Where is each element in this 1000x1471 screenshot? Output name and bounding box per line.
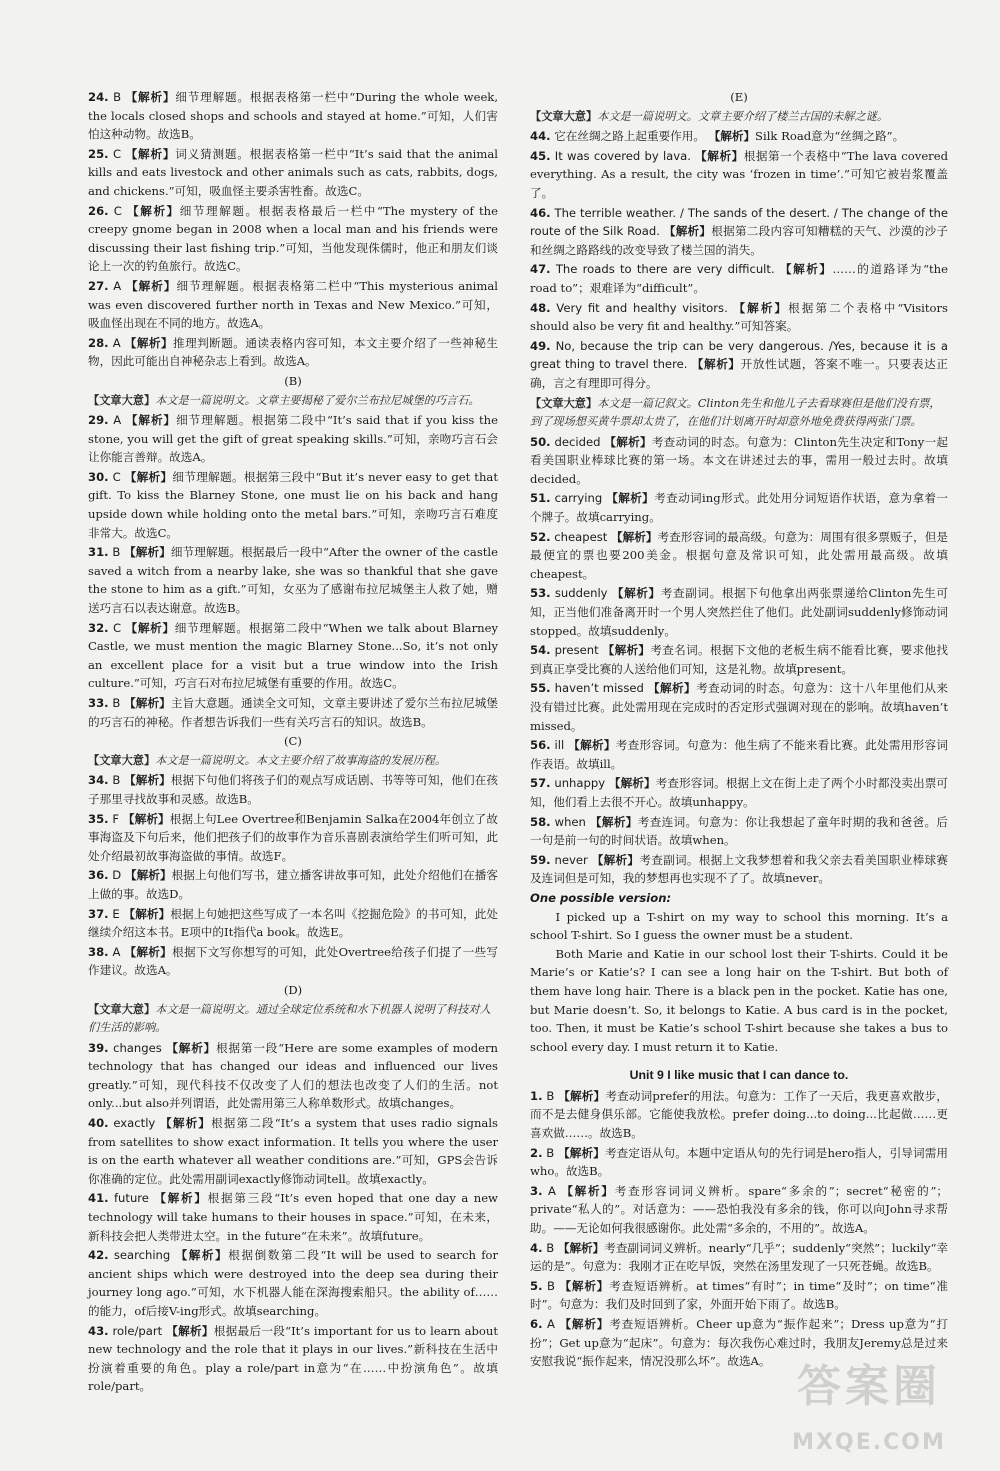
explanation-text: 根据下句他们将孩子们的观点写成话剧、书等等可知，他们在孩子那里寻找故事和灵感。故选B。 — [88, 773, 498, 806]
answer-value: haven’t missed — [554, 681, 644, 696]
summary-text: 本文是一篇说明文。文章主要揭秘了爱尔兰布拉尼城堡的巧言石。 — [155, 393, 480, 407]
question-number: 57. — [530, 776, 551, 791]
answer-entry — [88, 88, 498, 144]
explanation-text: 细节理解题。根据第二段中“When we talk about Blarney Castle, we must mention the magic Blarney Stone...So, it’s not only an excellent place for a visit but a true window into the Irish culture.”可知，巧言石对布拉尼城堡有重要的作用。故选C。 — [88, 620, 498, 691]
passage-summary — [530, 107, 948, 127]
explanation-text: 根据第一段“Here are some examples of modern technology that has changed our ideas and influenced our lives greatly.”可知，现代科技不仅改变了人们的想法也改变了人们的生活。not only...but also并列谓语，此处需用第三人称单数形式。故填changes。 — [88, 1040, 499, 1111]
answer-value: C — [112, 620, 122, 635]
answer-entry — [88, 1246, 498, 1320]
answer-value: B — [546, 1145, 555, 1160]
answer-entry — [530, 433, 948, 489]
question-number: 29. — [88, 413, 109, 428]
passage-summary — [88, 391, 498, 411]
answer-value: The terrible weather. / The sands of the desert. / The change of the route of the Silk Road. — [530, 205, 948, 239]
analysis-tag: 【解析】 — [611, 586, 661, 601]
analysis-tag: 【解析】 — [122, 811, 170, 826]
answer-entry — [530, 1087, 948, 1143]
answer-entry — [88, 411, 498, 467]
explanation-text: 根据上句他们写书，建立播客讲故事可知，此处介绍他们在播客上做的事。故选D。 — [88, 868, 498, 901]
question-number: 24. — [88, 90, 109, 104]
answer-value: 它在丝绸之路上起重要作用。 — [554, 129, 705, 144]
explanation-text: 开放性试题，答案不唯一。只要表达正确，言之有理即可得分。 — [530, 357, 948, 390]
answer-value: decided — [554, 434, 601, 449]
explanation-text: Silk Road意为“丝绸之路”。 — [755, 129, 905, 144]
analysis-tag: 【解析】 — [691, 357, 741, 372]
explanation-text: 考查动词的时态。句意为：Clinton先生决定和Tony一起看美国职业棒球比赛的第一场。本文在讲述过去的事，需用一般过去时。故填decided。 — [530, 434, 948, 486]
sample-essay — [530, 908, 948, 1057]
left-column — [88, 88, 498, 1397]
summary-text: 本文是一篇说明文。通过全球定位系统和水下机器人说明了科技对人们生活的影响。 — [88, 1002, 491, 1035]
analysis-tag: 【解析】 — [611, 529, 658, 544]
answer-value: A — [547, 1317, 555, 1331]
answer-entry — [88, 202, 498, 276]
answer-entry — [530, 127, 948, 146]
answer-value: A — [112, 944, 121, 959]
question-number: 51. — [530, 491, 551, 506]
answer-value: present — [554, 643, 599, 658]
explanation-text: 根据下文写你想写的可知，此处Overtree给孩子们提了一些写作建议。故选A。 — [88, 944, 499, 978]
summary-text: 本文是一篇说明文。本文主要介绍了故事海盗的发展历程。 — [155, 753, 447, 767]
explanation-text: 考查动词prefer的用法。句意为：工作了一天后，我更喜欢散步，而不是去健身俱乐部。它能使我放松。prefer doing...to doing...比起做……更喜欢做……。故选B。 — [530, 1088, 948, 1141]
answer-value: cheapest — [554, 529, 608, 544]
section-heading: (D) — [283, 982, 303, 997]
explanation-text: 根据第三段“It’s even hoped that one day a new technology will take humans to their houses in space.”可知，在未来，新科技会把人类带进太空。in the future“在未来”。故填future。 — [88, 1191, 498, 1243]
question-number: 52. — [530, 529, 551, 544]
analysis-tag: 【解析】 — [166, 1040, 217, 1055]
explanation-text: 根据第一个表格中“The lava covered everything. As a result, the city was ‘frozen in time’.”可知它被岩浆覆盖了。 — [530, 148, 949, 200]
analysis-tag: 【解析】 — [125, 620, 175, 635]
analysis-tag: 【解析】 — [160, 1116, 212, 1131]
explanation-text: 考查动词的时态。句意为：这十八年里他们从来没有错过比赛。此处需用现在完成时的否定形式强调对现在的影响。故填haven’t missed。 — [530, 681, 948, 733]
answer-value: A — [113, 278, 122, 293]
answer-entry — [88, 1039, 498, 1113]
right-column — [530, 88, 948, 1372]
answer-entry — [88, 1189, 498, 1245]
answer-entry — [530, 528, 948, 584]
answer-entry — [530, 1182, 948, 1238]
analysis-tag: 【解析】 — [125, 278, 177, 293]
analysis-tag: 【解析】 — [779, 262, 833, 277]
explanation-text: 考查副词。根据上文我梦想着和我父亲去看美国职业棒球赛及连词但是可知，我的梦想再也实现不了了。故填never。 — [530, 852, 948, 886]
question-number: 3. — [530, 1183, 543, 1198]
answer-value: It was covered by lava. — [554, 148, 691, 163]
summary-tag: 【文章大意】 — [530, 108, 598, 123]
answer-entry — [88, 277, 498, 333]
analysis-tag: 【解析】 — [125, 413, 177, 428]
answer-value: C — [112, 469, 121, 484]
question-number: 1. — [530, 1088, 543, 1103]
answer-value: C — [113, 203, 122, 218]
question-number: 5. — [530, 1278, 543, 1293]
question-number: 41. — [88, 1191, 109, 1206]
answer-value: B — [546, 1088, 555, 1103]
answer-entry — [88, 334, 498, 371]
analysis-tag: 【解析】 — [695, 148, 744, 163]
question-number: 4. — [530, 1240, 543, 1255]
answer-value: The roads to there are very difficult. — [555, 262, 775, 277]
answer-entry — [530, 299, 948, 336]
analysis-tag: 【解析】 — [124, 773, 171, 788]
answer-value: when — [554, 814, 586, 829]
answer-value: A — [112, 335, 121, 350]
answer-value: B — [113, 90, 122, 104]
answer-entry — [530, 1144, 948, 1181]
explanation-text: 考查名词。根据下文他的老板生病不能看比赛，要求他找到真正享受比赛的人送给他们可知，这是礼物。故填present。 — [530, 643, 948, 676]
question-number: 40. — [88, 1116, 109, 1131]
answer-value: changes — [113, 1040, 162, 1055]
question-number: 43. — [88, 1323, 109, 1338]
analysis-tag: 【解析】 — [558, 1145, 605, 1160]
answer-entry — [88, 694, 498, 731]
question-number: 36. — [88, 868, 109, 883]
question-number: 53. — [530, 586, 551, 601]
analysis-tag: 【解析】 — [124, 868, 172, 883]
analysis-tag: 【解析】 — [125, 146, 176, 161]
answer-entry — [88, 619, 498, 693]
answer-value: searching — [113, 1248, 171, 1263]
analysis-tag: 【解析】 — [591, 852, 640, 867]
answer-entry — [530, 337, 948, 393]
question-number: 34. — [88, 773, 109, 788]
question-number: 50. — [530, 434, 551, 449]
explanation-text: 细节理解题。根据最后一段中“After the owner of the castle saved a witch from a nearby lake, she was so thankful that she gave the stone to him as a gift.”可知，女巫为了感谢布拉尼城堡主人救了她，赠送巧言石以表达谢意。故选B。 — [88, 545, 498, 616]
question-number: 31. — [88, 545, 109, 560]
question-number: 44. — [530, 129, 551, 144]
explanation-text: 根据第二段“It’s a system that uses radio signals from satellites to show exact information. It tells you where the user is on the earth whatever all weather conditions are.”可知，GPS会告诉你准确的定位。此处需用副词exactly修饰动词tell。故填exactly。 — [88, 1116, 498, 1186]
question-number: 38. — [88, 944, 109, 959]
watermark-text: 答案圈 — [797, 1361, 941, 1412]
answer-value: B — [112, 696, 121, 710]
answer-entry — [88, 543, 498, 617]
answer-value: never — [554, 852, 588, 867]
explanation-text: 考查副词词义辨析。nearly“几乎”；suddenly“突然”；luckily“幸运的是”。句意为：我刚才正在吃早饭，突然在汤里发现了一只死苍蝇。故选B。 — [530, 1240, 949, 1274]
explanation-text: 主旨大意题。通读全文可知，文章主要讲述了爱尔兰布拉尼城堡的巧言石的神秘。作者想告诉我们一些有关巧言石的知识。故选B。 — [88, 696, 498, 729]
question-number: 42. — [88, 1248, 109, 1263]
answer-value: unhappy — [554, 776, 606, 791]
passage-summary — [530, 394, 948, 432]
analysis-tag: 【解析】 — [166, 1323, 214, 1338]
answer-value: carrying — [554, 491, 603, 506]
analysis-tag: 【解析】 — [558, 1088, 606, 1103]
analysis-tag: 【解析】 — [733, 300, 789, 315]
answer-entry — [530, 489, 948, 526]
question-number: 47. — [530, 262, 551, 277]
answer-value: A — [113, 413, 122, 428]
explanation-text: 根据上句Lee Overtree和Benjamin Salka在2004年创立了故事海盗及下句后来，他们把孩子们的故事作为音乐喜剧表演给学生们听可知，此处介绍最初故事海盗做的事情。故选F。 — [88, 811, 499, 863]
analysis-tag: 【解析】 — [123, 906, 171, 921]
explanation-text: ……的道路译为“the road to”；艰难译为“difficult”。 — [530, 262, 949, 295]
analysis-tag: 【解析】 — [561, 1183, 615, 1198]
passage-summary — [88, 751, 498, 771]
summary-tag: 【文章大意】 — [530, 395, 598, 410]
analysis-tag: 【解析】 — [124, 545, 171, 560]
section-heading: (E) — [730, 90, 748, 104]
answer-entry — [88, 943, 498, 980]
answer-value: B — [112, 545, 121, 560]
answer-entry — [88, 866, 498, 903]
question-number: 58. — [530, 814, 551, 829]
question-number: 39. — [88, 1040, 109, 1055]
analysis-tag: 【解析】 — [606, 491, 655, 506]
analysis-tag: 【解析】 — [568, 738, 616, 753]
explanation-text: 考查副词。根据下句他拿出两张票递给Clinton先生可知，正当他们准备离开时一个男人突然拦住了他们。此处副词suddenly修饰动词stopped。故填suddenly。 — [530, 586, 948, 638]
analysis-tag: 【解析】 — [127, 203, 180, 218]
question-number: 45. — [530, 148, 551, 163]
answer-entry — [530, 204, 948, 260]
question-number: 54. — [530, 643, 551, 658]
question-number: 55. — [530, 681, 551, 696]
explanation-text: 细节理解题。根据表格第二栏中“This mysterious animal was even discovered further north in Texas and New Mexico.”可知，吸血怪出现在不同的地方。故选A。 — [88, 278, 498, 331]
explanation-text: 细节理解题。根据第二段中“It’s said that if you kiss the stone, you will get the gift of great speaking skills.”可知，亲吻巧言石会让你能言善辩。故选A。 — [88, 413, 499, 465]
summary-tag: 【文章大意】 — [88, 392, 156, 407]
answer-value: B — [546, 1240, 555, 1255]
summary-tag: 【文章大意】 — [88, 1001, 156, 1016]
question-number: 49. — [530, 338, 551, 353]
answer-entry — [530, 641, 948, 678]
explanation-text: 根据倒数第二段“It will be used to search for ancient ships which were destroyed into the deep sea during their journey long ago.”可知，水下机器人能在深海搜索船只。the ability of……的能力，of后接V-ing形式。故填searching。 — [88, 1248, 499, 1318]
answer-value: A — [547, 1183, 556, 1198]
explanation-text: 细节理解题。根据表格第一栏中“During the whole week, the locals closed shops and schools and stayed at home.”可知，人们害怕这种动物。故选B。 — [88, 90, 499, 142]
explanation-text: 考查形容词词义辨析。spare“多余的”；secret“秘密的”；private“私人的”。对话意为：——恐怕我没有多余的钱，你可以向John寻求帮助。——无论如何我很感谢你。此处需“多余的，不用的”。故选A。 — [530, 1183, 948, 1236]
answer-entry — [530, 851, 948, 888]
question-number: 30. — [88, 469, 109, 484]
essay-paragraph: I picked up a T-shirt on my way to school this morning. It’s a school T-shirt. So I guess the owner must be a student. — [530, 909, 948, 943]
answer-value: Very fit and healthy visitors. — [556, 300, 728, 315]
answer-entry — [530, 584, 948, 640]
answer-entry — [530, 147, 948, 203]
answer-entry — [88, 145, 498, 201]
essay-paragraph: Both Marie and Katie in our school lost their T-shirts. Could it be Marie’s or Katie’s? I can see a long hair on the T-shirt. But both of them have long hair. There is a black pen in the pocket. Katie has one, but Marie doesn’t. So, it belongs to Katie. A bus card is in the pocket, too. Then, it must be Katie’s school T-shirt because she takes a bus to school every day. I must return it to Katie. — [530, 946, 948, 1054]
answer-value: D — [112, 868, 122, 883]
answer-value: C — [113, 146, 122, 161]
explanation-text: 考查形容词。句意为：他生病了不能来看比赛。此处需用形容词作表语。故填ill。 — [530, 738, 949, 771]
answer-entry — [530, 1239, 948, 1276]
explanation-text: 推理判断题。通读表格内容可知，本文主要介绍了一些神秘生物，因此可能出自神秘杂志上看到。故选A。 — [88, 335, 498, 369]
explanation-text: 考查动词ing形式。此处用分词短语作状语，意为拿着一个牌子。故填carrying。 — [530, 491, 948, 525]
analysis-tag: 【解析】 — [125, 90, 176, 104]
question-number: 59. — [530, 852, 551, 867]
analysis-tag: 【解析】 — [559, 1317, 610, 1331]
explanation-text: 考查短语辨析。Cheer up意为“振作起来”；Dress up意为“打扮”；Get up意为“起床”。句意为：每次我伤心难过时，我朋友Jeremy总是过来安慰我说“振作起来，情况没那么坏”。故选A。 — [530, 1317, 949, 1369]
analysis-tag: 【解析】 — [708, 129, 756, 144]
analysis-tag: 【解析】 — [124, 335, 174, 350]
answer-entry — [88, 810, 498, 866]
answer-entry — [530, 260, 948, 297]
analysis-tag: 【解析】 — [559, 1278, 610, 1293]
analysis-tag: 【解析】 — [589, 814, 638, 829]
answer-entry — [88, 468, 498, 542]
question-number: 27. — [88, 278, 109, 293]
question-number: 35. — [88, 811, 109, 826]
essay-heading: One possible version: — [530, 890, 672, 905]
answer-value: B — [547, 1278, 555, 1293]
question-number: 33. — [88, 696, 109, 710]
answer-entry — [530, 774, 948, 811]
answer-value: E — [112, 906, 120, 921]
answer-value: No, because the trip can be very dangerous. /Yes, because it is a great thing to travel there. — [530, 338, 948, 372]
watermark-url: MXQE.COM — [792, 1430, 946, 1456]
analysis-tag: 【解析】 — [602, 643, 651, 658]
analysis-tag: 【解析】 — [124, 469, 173, 484]
question-number: 48. — [530, 300, 551, 315]
analysis-tag: 【解析】 — [663, 224, 712, 239]
question-number: 26. — [88, 203, 109, 218]
explanation-text: 考查连词。句意为：你让我想起了童年时期的我和爸爸。后一句是前一句的时间状语。故填when。 — [530, 814, 948, 848]
explanation-text: 考查短语辨析。at times“有时”；in time“及时”；on time“准时”。句意为：我们及时回到了家，外面开始下雨了。故选B。 — [530, 1278, 948, 1312]
explanation-text: 词义猜测题。根据表格第一栏中“It’s said that the animal kills and eats livestock and other animals such as cats, rabbits, dogs, and chickens.”可知，吸血怪主要杀害牲畜。故选C。 — [88, 146, 499, 198]
analysis-tag: 【解析】 — [124, 696, 171, 710]
explanation-text: 细节理解题。根据表格最后一栏中“The mystery of the creepy gnome began in 2008 when a local man and his friends were discussing their last fishing trip.”可知，当他发现侏儒时，他正和朋友们谈论上一次的钓鱼旅行。故选C。 — [88, 203, 499, 274]
answer-entry — [88, 905, 498, 942]
answer-value: F — [112, 811, 120, 826]
answer-entry — [530, 813, 948, 850]
question-number: 25. — [88, 146, 109, 161]
explanation-text: 考查形容词。根据上文在街上走了两个小时都没卖出票可知，他们看上去很不开心。故填unhappy。 — [530, 776, 948, 809]
answer-value: ill — [554, 738, 565, 753]
question-number: 37. — [88, 906, 109, 921]
answer-value: B — [112, 773, 121, 788]
analysis-tag: 【解析】 — [608, 776, 656, 791]
answer-entry — [88, 1322, 498, 1396]
analysis-tag: 【解析】 — [124, 944, 173, 959]
section-heading: (B) — [284, 373, 302, 388]
explanation-text: 细节理解题。根据第三段中“But it’s never easy to get that gift. To kiss the Blarney Stone, one must lie on his back and hang upside down while holding onto the metal bars.”可知，亲吻巧言石难度非常大。故选C。 — [88, 469, 498, 540]
answer-entry — [88, 771, 498, 808]
summary-text: 本文是一篇记叙文。Clinton先生和他儿子去看球赛但是他们没有票，到了现场想买黄牛票却太贵了，在他们计划离开时却意外地免费获得两张门票。 — [530, 396, 941, 429]
analysis-tag: 【解析】 — [648, 681, 697, 696]
answer-value: suddenly — [554, 586, 608, 601]
watermark-logo — [774, 1359, 964, 1455]
question-number: 2. — [530, 1145, 543, 1160]
explanation-text: 考查形容词的最高级。句意为：周围有很多票贩子，但是最便宜的票也要200美金。根据句意及常识可知，此处需用最高级。故填cheapest。 — [530, 529, 948, 581]
explanation-text: 根据第二段内容可知糟糕的天气、沙漠的沙子和丝绸之路路线的改变导致了楼兰国的消失。 — [530, 224, 948, 257]
answer-value: exactly — [113, 1116, 156, 1131]
explanation-text: 根据第二个表格中“Visitors should also be very fit and healthy.”可知答案。 — [530, 300, 948, 334]
explanation-text: 考查定语从句。本题中定语从句的先行词是hero指人，引导词需用who。故选B。 — [530, 1145, 949, 1179]
question-number: 46. — [530, 205, 551, 220]
summary-text: 本文是一篇说明文。文章主要介绍了楼兰古国的未解之谜。 — [597, 109, 889, 123]
passage-summary — [88, 1000, 498, 1038]
analysis-tag: 【解析】 — [557, 1240, 605, 1255]
question-number: 28. — [88, 335, 109, 350]
explanation-text: 根据上句她把这些写成了一本名叫《挖掘危险》的书可知，此处继续介绍这本书。E项中的It指代a book。故选E。 — [88, 906, 498, 940]
summary-tag: 【文章大意】 — [88, 752, 156, 767]
explanation-text: 根据最后一段“It’s important for us to learn about new technology and the role that it plays in our lives.”新科技在生活中扮演着重要的角色。play a role/part in意为“在……中扮演角色”。故填role/part。 — [88, 1323, 499, 1394]
answer-entry — [530, 679, 948, 735]
analysis-tag: 【解析】 — [154, 1191, 208, 1206]
answer-entry — [88, 1114, 498, 1188]
question-number: 32. — [88, 620, 109, 635]
analysis-tag: 【解析】 — [604, 434, 652, 449]
section-heading: (C) — [284, 734, 302, 749]
analysis-tag: 【解析】 — [175, 1248, 229, 1263]
answer-value: future — [113, 1191, 149, 1206]
answer-entry — [530, 736, 948, 773]
unit-title: Unit 9 I like music that I can dance to. — [629, 1068, 849, 1083]
question-number: 56. — [530, 738, 551, 753]
answer-entry — [530, 1277, 948, 1314]
answer-value: role/part — [112, 1323, 163, 1338]
question-number: 6. — [530, 1317, 543, 1331]
